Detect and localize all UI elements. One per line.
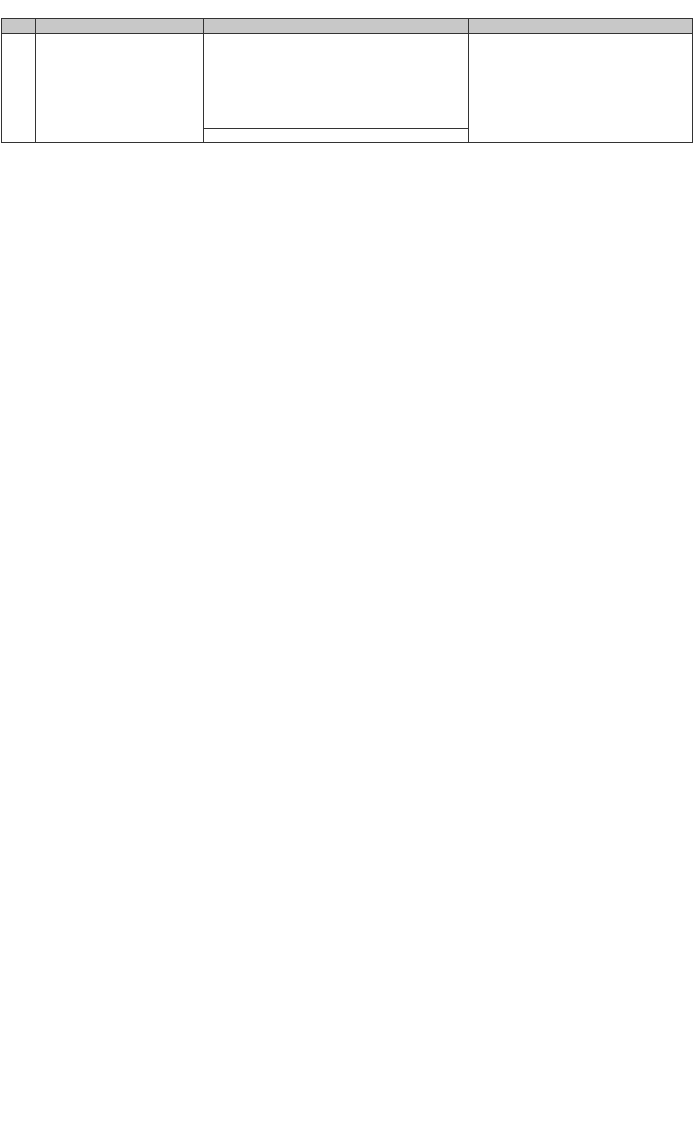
dinner-cell (469, 34, 693, 143)
header-month (2, 19, 36, 34)
menu-table (1, 18, 693, 143)
breakfast-cell (36, 34, 204, 143)
lunch-extra-item (204, 128, 468, 142)
header-row (2, 19, 693, 34)
header-lunch (204, 19, 469, 34)
header-dinner (469, 19, 693, 34)
day-row (2, 34, 693, 143)
date-cell (2, 34, 36, 143)
footer-nutrition (2, 1130, 122, 1139)
lunch-cell (204, 34, 469, 143)
header-breakfast (36, 19, 204, 34)
